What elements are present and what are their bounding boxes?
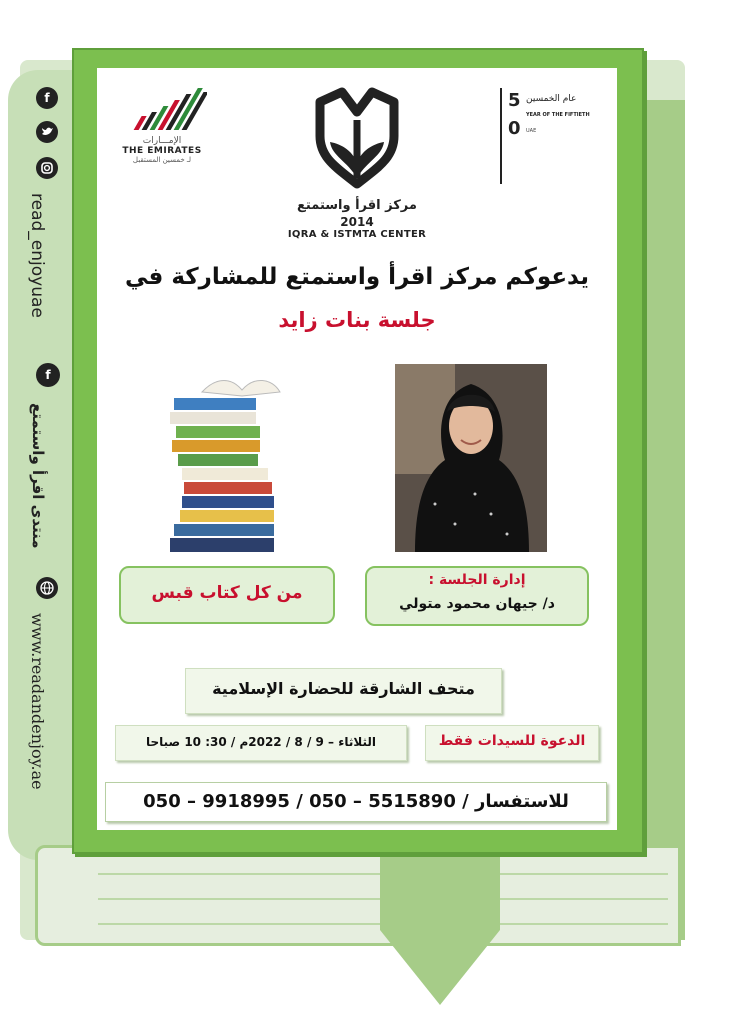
year-of-fiftieth-logo xyxy=(500,88,595,184)
date-box xyxy=(115,725,407,761)
uae-arabic: الإمـــارات xyxy=(142,136,182,146)
fifty-digit: 5 xyxy=(508,90,521,111)
women-only-text: الدعوة للسيدات فقط xyxy=(438,733,586,749)
book-stack-image xyxy=(162,366,292,556)
presenter-portrait xyxy=(395,364,547,552)
contact-box xyxy=(105,782,607,822)
uae-logo-bars xyxy=(117,86,207,134)
motto-card xyxy=(119,566,335,624)
bookmark-ribbon xyxy=(380,850,500,930)
moderator-label: إدارة الجلسة : xyxy=(428,572,526,588)
website-link[interactable]: www.readandenjoy.ae xyxy=(28,613,47,790)
uae-english: THE EMIRATES xyxy=(122,146,202,156)
motto-text: من كل كتاب قبس xyxy=(151,583,303,603)
date-time-text: الثلاثاء – 9 / 8 / 2022م / 30: 10 صباحا xyxy=(145,735,377,749)
fifty-digit: 0 xyxy=(508,118,521,139)
forum-name: منتدى اقرأ واستمتع xyxy=(29,403,47,549)
logo-divider xyxy=(500,88,502,184)
side-strip xyxy=(27,85,64,845)
session-title: جلسة بنات زايد xyxy=(278,308,436,332)
invitation-headline: يدعوكم مركز اقرأ واستمتع للمشاركة في xyxy=(125,264,589,290)
book-cover-shadow xyxy=(640,100,685,940)
women-only-box xyxy=(425,725,599,761)
facebook-icon[interactable]: f xyxy=(36,363,60,387)
open-book-leaf-icon xyxy=(302,86,412,194)
contact-text[interactable]: للاستفسار / 5515890 – 050 / 9918995 – 050 xyxy=(143,791,569,812)
moderator-name: د/ جيهان محمود متولي xyxy=(399,596,555,612)
uae-logo xyxy=(117,86,207,164)
twitter-icon[interactable] xyxy=(36,121,58,143)
facebook-icon[interactable]: f xyxy=(36,87,58,109)
fifty-english: YEAR OF THE FIFTIETH xyxy=(526,112,590,118)
bookmark-tip xyxy=(380,930,500,1005)
book-pages xyxy=(35,845,681,946)
center-logo xyxy=(272,86,442,240)
poster xyxy=(97,68,617,830)
fifty-arabic: عام الخمسين xyxy=(526,94,577,104)
social-handle[interactable]: read_enjoyuae xyxy=(27,193,47,318)
fifty-small-text: UAE xyxy=(526,128,537,134)
venue-box xyxy=(185,668,502,714)
instagram-icon[interactable] xyxy=(36,157,58,179)
center-name-english: IQRA & ISTMTA CENTER xyxy=(287,229,427,240)
venue-text: متحف الشارقة للحضارة الإسلامية xyxy=(212,679,475,698)
center-name-arabic: مركز اقرأ واستمتع xyxy=(297,198,417,213)
globe-icon[interactable] xyxy=(36,577,58,599)
moderator-card xyxy=(365,566,589,626)
uae-tagline: لـ خمسين المستقبل xyxy=(132,156,192,164)
center-year: 2014 xyxy=(340,215,374,229)
presenter-photo xyxy=(395,364,547,552)
